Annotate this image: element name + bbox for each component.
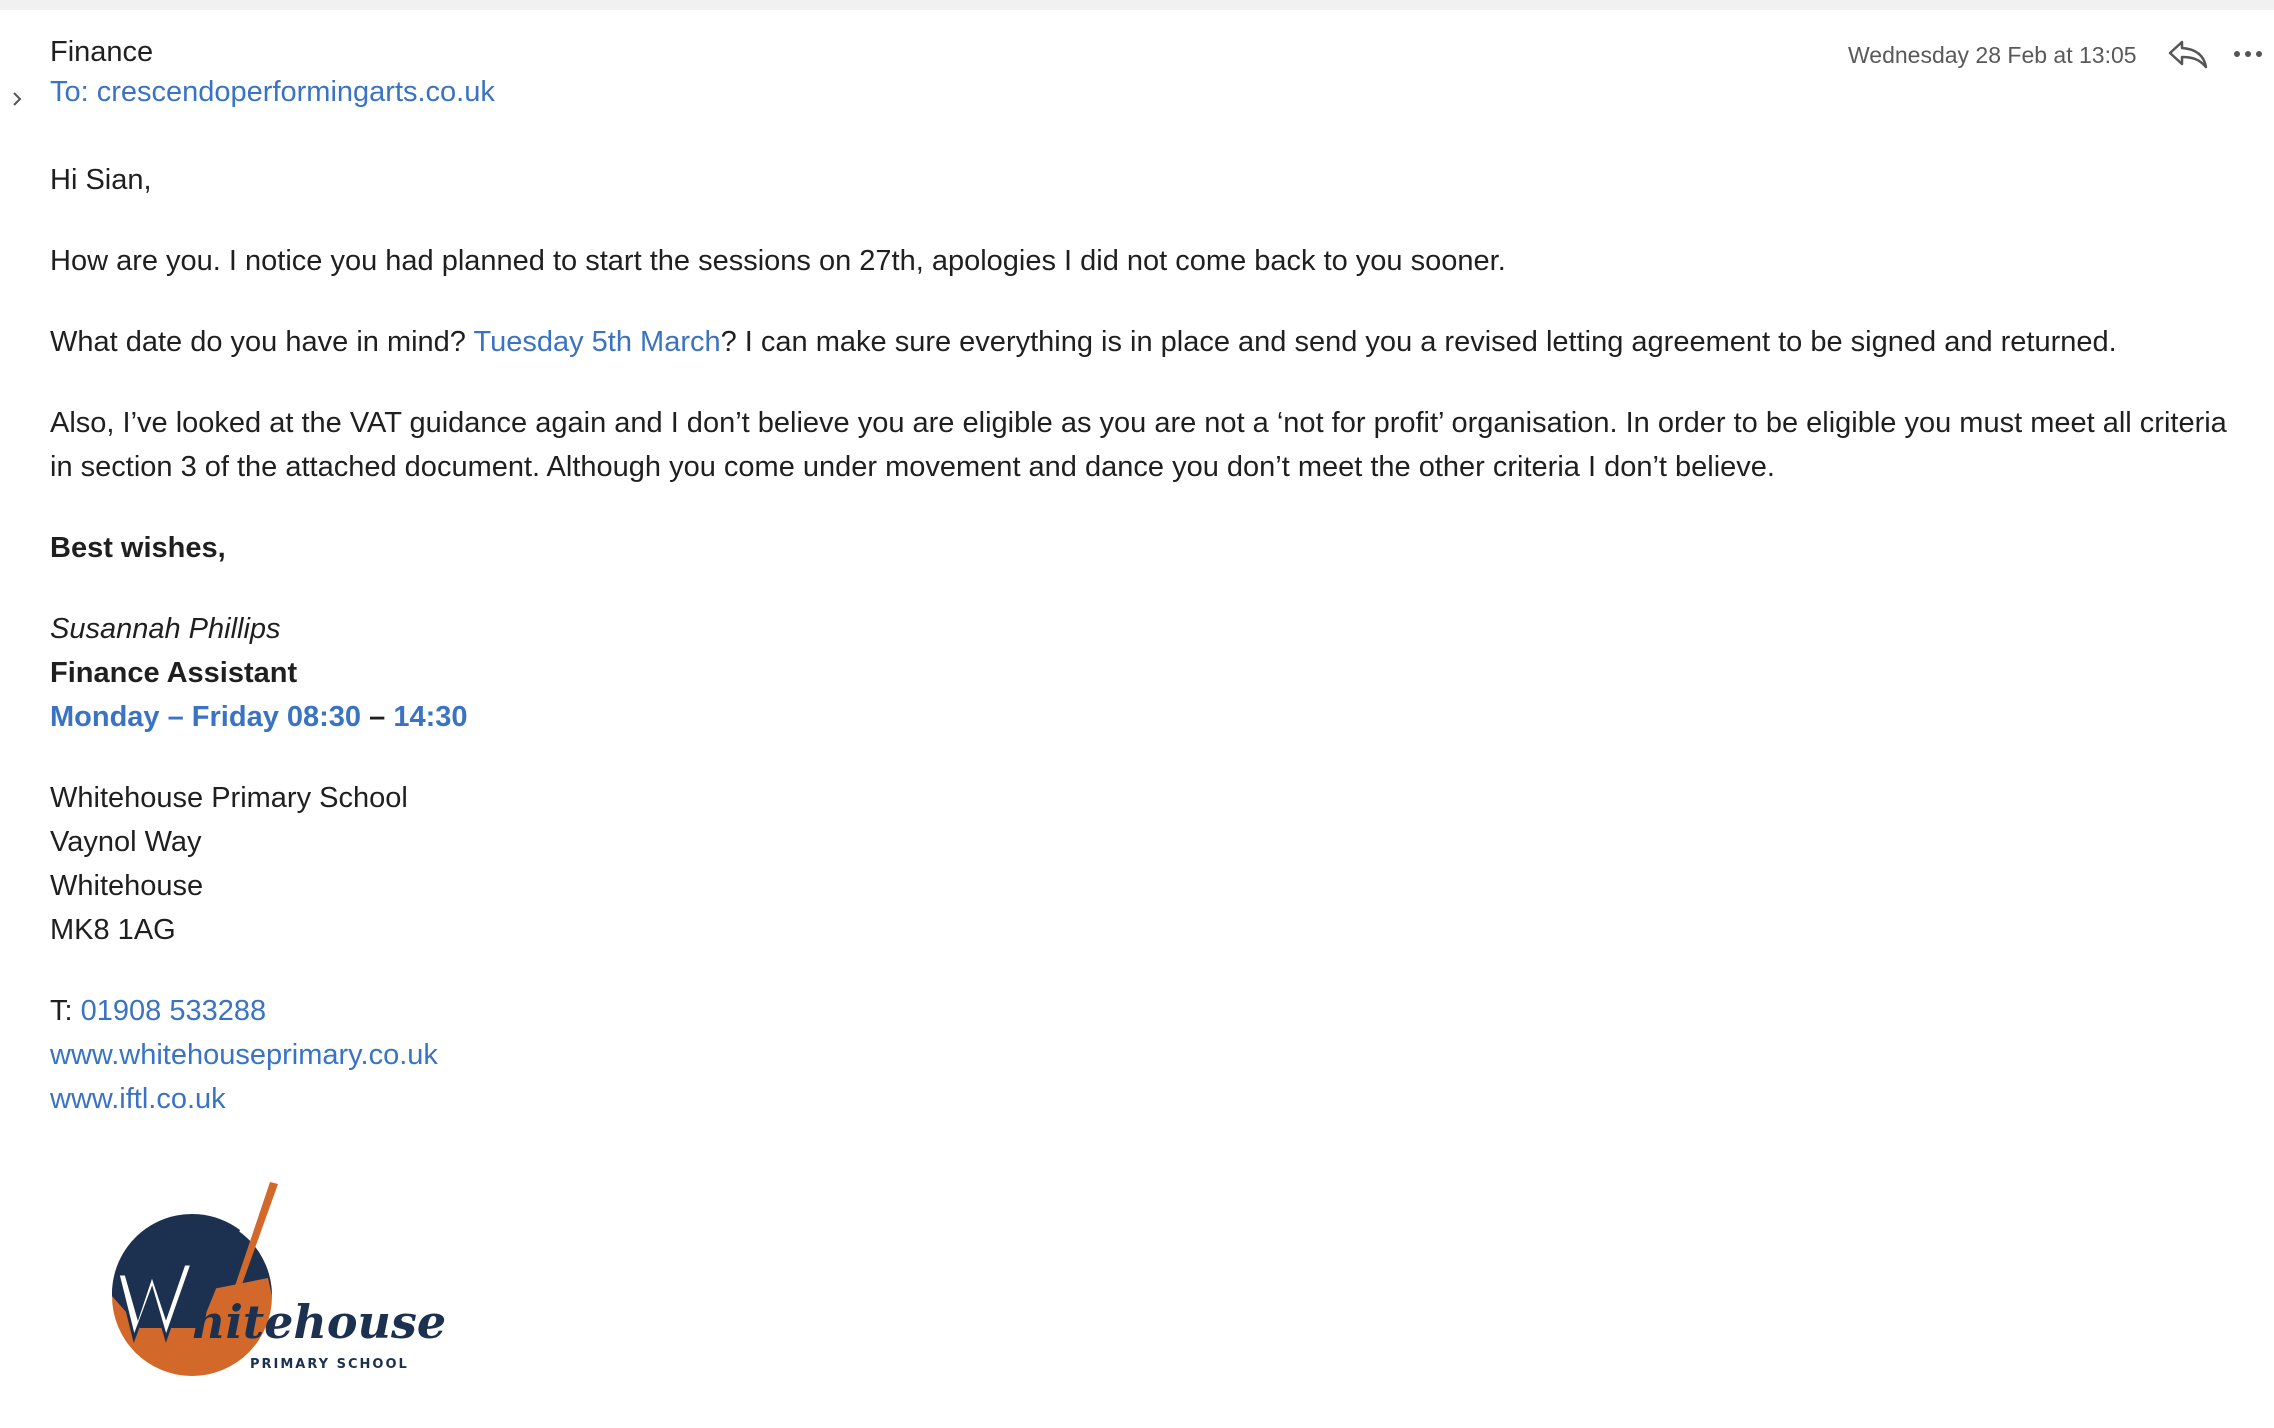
logo-wordmark: hitehouse [192, 1295, 447, 1349]
office-hours [50, 695, 2230, 739]
email-message [0, 10, 2274, 1428]
reply-icon[interactable] [2166, 36, 2210, 72]
paragraph-2 [50, 320, 2230, 364]
website-link[interactable]: www.whitehouseprimary.co.uk [50, 1039, 438, 1071]
logo-subtitle: PRIMARY SCHOOL [250, 1357, 409, 1372]
message-body [50, 158, 2230, 1158]
address-line: Whitehouse [50, 870, 204, 902]
sender-name[interactable]: Finance [50, 36, 154, 68]
website-link[interactable]: www.iftl.co.uk [50, 1083, 226, 1115]
phone-line [50, 989, 2230, 1033]
greeting: Hi Sian, [50, 164, 152, 196]
address-line: MK8 1AG [50, 914, 176, 946]
paragraph-2-prefix: What date do you have in mind? [50, 326, 474, 358]
signature-name: Susannah Phillips [50, 613, 281, 645]
chevron-right-icon[interactable] [8, 88, 26, 110]
window-top-edge [0, 0, 2274, 10]
paragraph-1: How are you. I notice you had planned to start the sessions on 27th, apologies I did not come back to you sooner. [50, 245, 1506, 277]
address-block [50, 776, 2230, 952]
more-horizontal-icon[interactable] [2232, 48, 2264, 60]
signature-title: Finance Assistant [50, 657, 298, 689]
phone-label: T: [50, 995, 81, 1027]
phone-link[interactable]: 01908 533288 [80, 995, 267, 1027]
signature [50, 607, 2230, 739]
hours-dash: – [361, 701, 394, 733]
recipient-line[interactable]: To: crescendoperformingarts.co.uk [50, 76, 495, 108]
message-date: Wednesday 28 Feb at 13:05 [1848, 42, 2137, 68]
school-logo [100, 1178, 447, 1398]
date-link[interactable]: Tuesday 5th March [473, 326, 721, 358]
closing: Best wishes, [50, 532, 226, 564]
paragraph-2-suffix: ? I can make sure everything is in place and send you a revised letting agreement to be signed and returned. [720, 326, 2117, 358]
address-line: Whitehouse Primary School [50, 782, 408, 814]
hours-end-link[interactable]: 14:30 [393, 701, 468, 733]
address-line: Vaynol Way [50, 826, 202, 858]
paragraph-3: Also, I’ve looked at the VAT guidance again and I don’t believe you are eligible as you are not a ‘not for profit’ organisation. In order to be eligible you must meet all criteria in section 3 of the attached document. Although you come under movement and dance you don’t meet the other criteria I don’t believe. [50, 407, 2227, 483]
contact-block [50, 989, 2230, 1121]
hours-days-link[interactable]: Monday – Friday 08:30 [50, 701, 362, 733]
